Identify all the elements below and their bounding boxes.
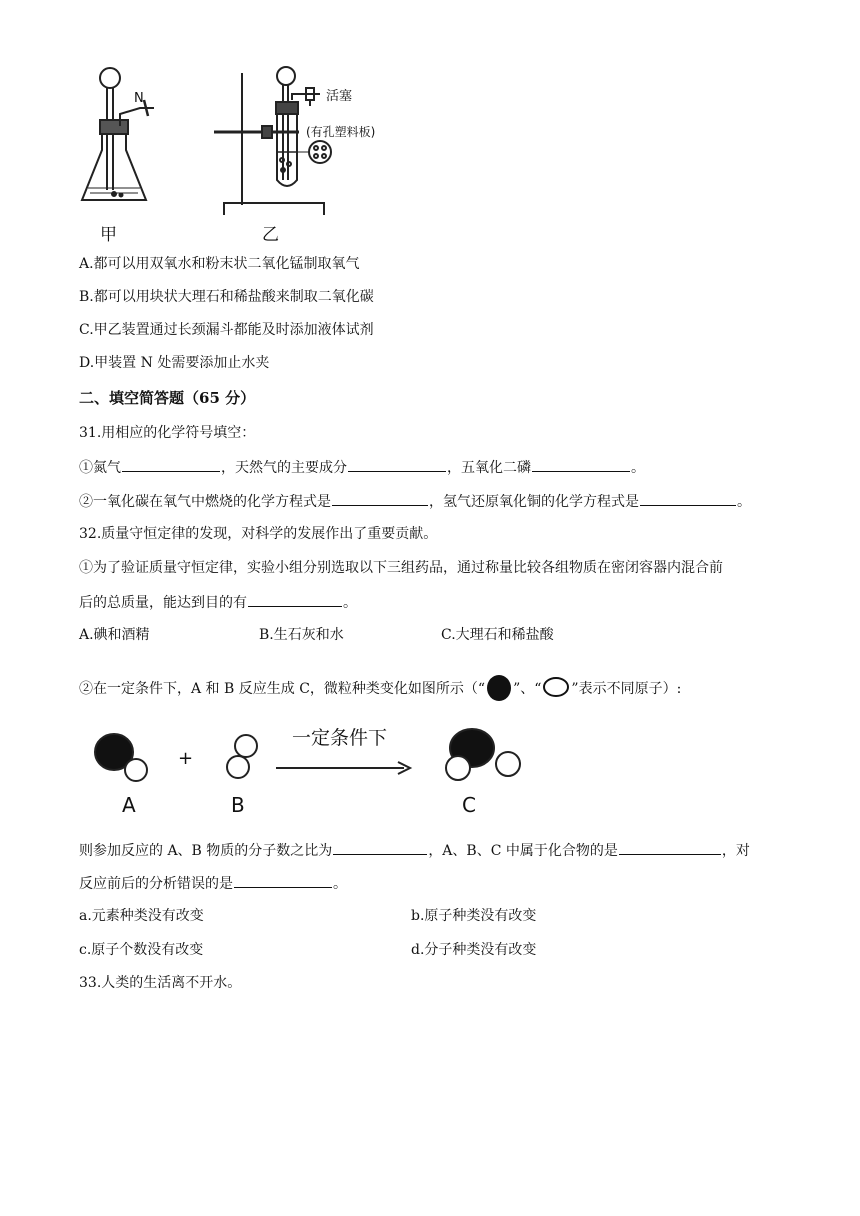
- label-jia: 甲: [100, 225, 117, 245]
- answer-blank[interactable]: [619, 840, 721, 855]
- q32-opt-c: C.大理石和稀盐酸: [441, 627, 554, 643]
- q32-p2-a: ②在一定条件下，A 和 B 反应生成 C，微粒种类变化如图所示（“: [79, 681, 486, 697]
- answer-blank[interactable]: [332, 491, 428, 506]
- q30-option-b: B.都可以用块状大理石和稀盐酸来制取二氧化碳: [79, 289, 374, 305]
- answer-blank[interactable]: [640, 491, 736, 506]
- q32-q-l1-a: 则参加反应的 A、B 物质的分子数之比为: [79, 843, 333, 859]
- q32-q-l2-b: 。: [333, 876, 347, 892]
- q32-p1-l2-a: 后的总质量，能达到目的有: [79, 595, 247, 611]
- label-B: B: [231, 793, 245, 817]
- q31-l1-c: ，五氧化二磷: [447, 460, 531, 476]
- answer-blank[interactable]: [248, 592, 342, 607]
- q32-p1-l2-b: 。: [343, 595, 357, 611]
- q32-choice-d: d.分子种类没有改变: [411, 942, 537, 958]
- q32-stem: 32.质量守恒定律的发现，对科学的发展作出了重要贡献。: [79, 526, 438, 542]
- q32-p2-line: [79, 676, 681, 702]
- answer-blank[interactable]: [348, 457, 446, 472]
- apparatus-figure: [74, 40, 414, 245]
- black-atom-icon: [485, 674, 513, 702]
- label-N: N: [134, 91, 144, 106]
- q32-p2-b: ”、“: [513, 681, 542, 697]
- q31-l1-b: ，天然气的主要成分: [221, 460, 347, 476]
- q32-opt-b: B.生石灰和水: [259, 627, 344, 643]
- q32-p2-c: ”表示不同原子）:: [571, 681, 682, 697]
- label-yi: 乙: [262, 225, 279, 245]
- q32-choice-a: a.元素种类没有改变: [79, 908, 204, 924]
- q31-l2-c: 。: [737, 494, 751, 510]
- q32-choice-b: b.原子种类没有改变: [411, 908, 537, 924]
- q33-stem: 33.人类的生活离不开水。: [79, 975, 242, 991]
- q31-l2-a: ②一氧化碳在氧气中燃烧的化学方程式是: [79, 494, 331, 510]
- reaction-condition: 一定条件下: [292, 727, 388, 749]
- label-valve: 活塞: [326, 89, 353, 104]
- q31-l2-b: ，氢气还原氧化铜的化学方程式是: [429, 494, 639, 510]
- q31-l1-a: ①氮气: [79, 460, 121, 476]
- q31-stem: 31.用相应的化学符号填空：: [79, 425, 256, 441]
- answer-blank[interactable]: [122, 457, 220, 472]
- q31-l1-d: 。: [631, 460, 645, 476]
- q31-line-2: [79, 491, 751, 512]
- label-A: A: [122, 793, 136, 817]
- q32-q-l1-b: ，A、B、C 中属于化合物的是: [428, 843, 618, 859]
- answer-blank[interactable]: [532, 457, 630, 472]
- answer-blank[interactable]: [333, 840, 427, 855]
- q30-option-c: C.甲乙装置通过长颈漏斗都能及时添加液体试剂: [79, 322, 374, 338]
- q32-question-line-2: [79, 873, 347, 894]
- q32-p1-line-1: ①为了验证质量守恒定律，实验小组分别选取以下三组药品，通过称量比较各组物质在密闭容器内混合前: [79, 560, 723, 576]
- q30-option-d: D.甲装置 N 处需要添加止水夹: [79, 355, 270, 371]
- section-2-title: 二、填空简答题（65 分）: [79, 389, 256, 407]
- q32-q-l2-a: 反应前后的分析错误的是: [79, 876, 233, 892]
- white-atom-icon: [541, 676, 571, 698]
- q32-question-line-1: [79, 840, 750, 861]
- q31-line-1: [79, 457, 645, 478]
- label-plate: (有孔塑料板): [306, 125, 376, 139]
- plus-sign: +: [178, 748, 194, 769]
- reaction-diagram: [86, 716, 536, 820]
- q30-option-a: A.都可以用双氧水和粉末状二氧化锰制取氧气: [79, 256, 360, 272]
- answer-blank[interactable]: [234, 873, 332, 888]
- q32-choice-c: c.原子个数没有改变: [79, 942, 204, 958]
- label-C: C: [462, 793, 476, 817]
- q32-q-l1-c: ，对: [721, 843, 750, 859]
- q32-opt-a: A.碘和酒精: [79, 627, 150, 643]
- q32-p1-line-2: [79, 592, 357, 613]
